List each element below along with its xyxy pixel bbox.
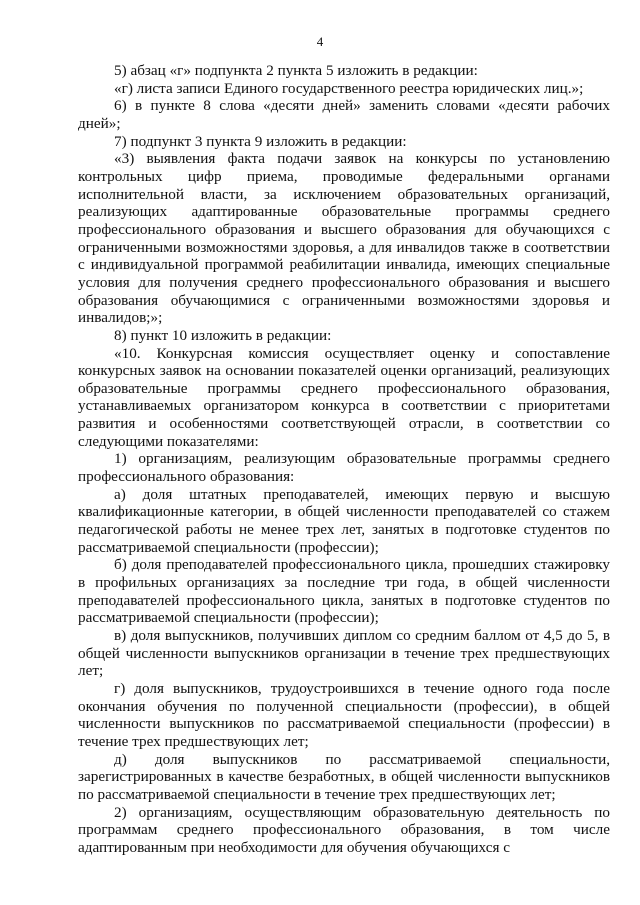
paragraph-item-6: 6) в пункте 8 слова «десяти дней» заменить словами «десяти рабочих дней»;	[78, 97, 610, 132]
paragraph-item-7-quote: «3) выявления факта подачи заявок на конкурсы по установлению контрольных цифр приема, проводимые федеральными органами исполнительной власти, за исключением образовательных организаций, реализующих адаптированные образовательные программы среднего профессионального образования и высшего образования для обучающихся с ограниченными возможностями здоровья, а для инвалидов также в соответствии с индивидуальной программой реабилитации инвалида, имеющих специальные условия для получения среднего профессионального образования и высшего образования обучающимися с ограниченными возможностями здоровья и инвалидов;»;	[78, 150, 610, 327]
paragraph-subitem-g: г) доля выпускников, трудоустроившихся в течение одного года после окончания обучения по полученной специальности (профессии), в общей численности выпускников по рассматриваемой специальности (профессии) в течение трех предшествующих лет;	[78, 679, 610, 750]
paragraph-item-7: 7) подпункт 3 пункта 9 изложить в редакции:	[114, 132, 407, 150]
paragraph-subitem-d: д) доля выпускников по рассматриваемой специальности, зарегистрированных в качестве безработных, в общей численности выпускников по рассматриваемой специальности в течение трех предшествующих лет;	[78, 750, 610, 803]
paragraph-item-8: 8) пункт 10 изложить в редакции:	[114, 326, 332, 344]
paragraph-subitem-a: а) доля штатных преподавателей, имеющих первую и высшую квалификационные категории, в общей численности преподавателей со стажем педагогической работы не менее трех лет, занятых в подготовке студентов по рассматриваемой специальности (профессии);	[78, 485, 610, 556]
paragraph-subitem-2: 2) организациям, осуществляющим образовательную деятельность по программам среднего профессионального образования, в том числе адаптированным при необходимости для обучения обучающихся с	[78, 803, 610, 856]
paragraph-item-5-quote: «г) листа записи Единого государственного реестра юридических лиц.»;	[114, 79, 584, 97]
paragraph-subitem-b: б) доля преподавателей профессионального цикла, прошедших стажировку в профильных организациях за последние три года, в общей численности преподавателей профессионального цикла, занятых в подготовке студентов по рассматриваемой специальности (профессии);	[78, 556, 610, 627]
document-body	[78, 62, 610, 857]
paragraph-item-5: 5) абзац «г» подпункта 2 пункта 5 изложить в редакции:	[114, 62, 478, 79]
paragraph-subitem-v: в) доля выпускников, получивших диплом со средним баллом от 4,5 до 5, в общей численности выпускников организации в течение трех предшествующих лет;	[78, 627, 610, 680]
paragraph-item-8-quote: «10. Конкурсная комиссия осуществляет оценку и сопоставление конкурсных заявок на основании показателей оценки организаций, реализующих образовательные программы среднего профессионального образования, устанавливаемых организатором конкурса в соответствии с приоритетами развития и особенностями соответствующей отрасли, в соответствии со следующими показателями:	[78, 344, 610, 450]
paragraph-subitem-1: 1) организациям, реализующим образовательные программы среднего профессионального образования:	[78, 450, 610, 486]
page-number: 4	[316, 34, 324, 49]
